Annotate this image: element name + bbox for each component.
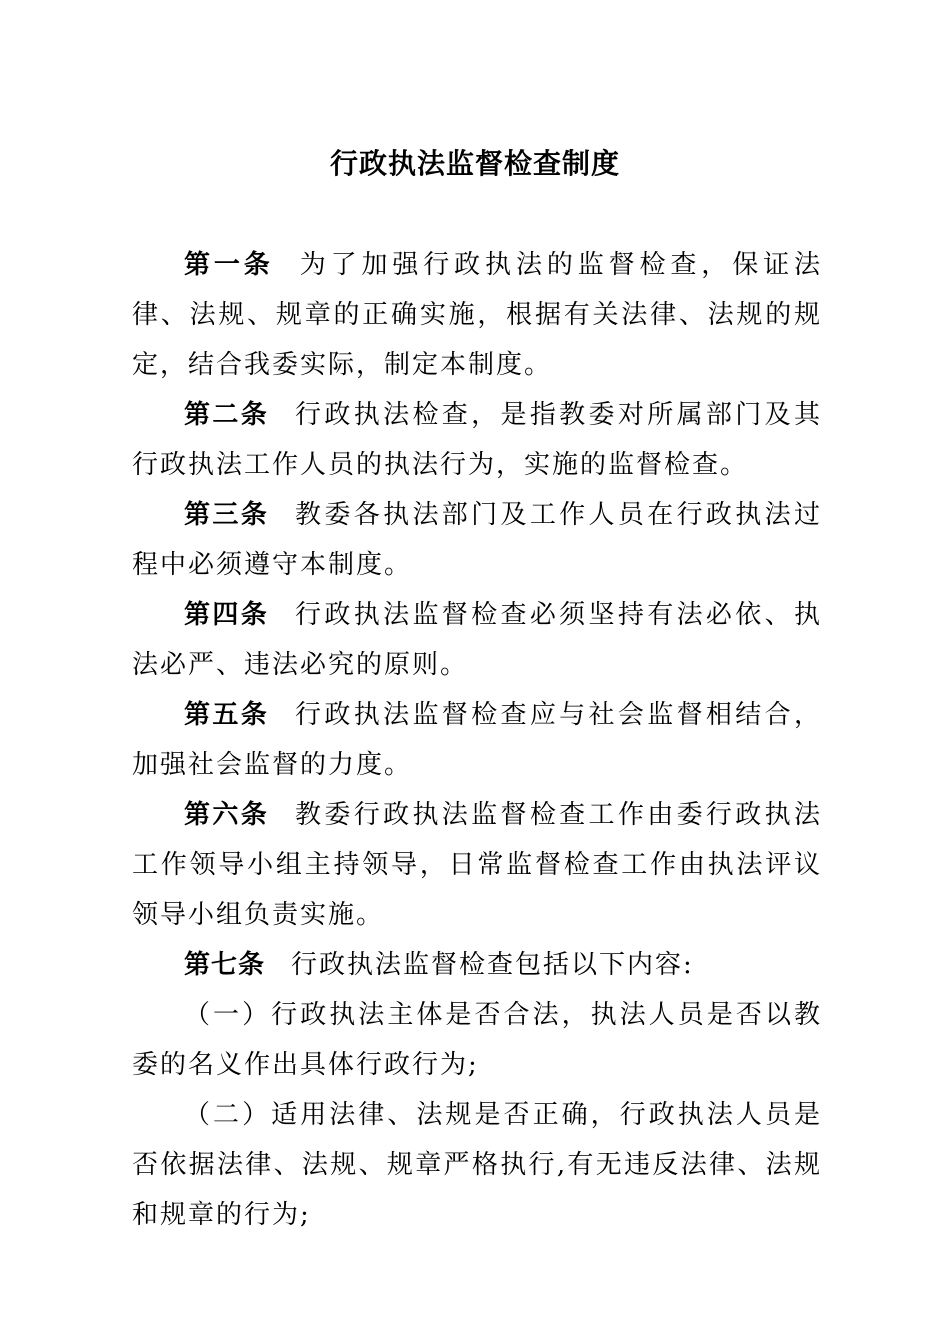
list-item-2: （二）适用法律、法规是否正确，行政执法人员是否依据法律、法规、规章严格执行,有无违反法律、法规和规章的行为; <box>132 1100 822 1230</box>
article-label: 第三条 <box>184 500 270 530</box>
document-title: 行政执法监督检查制度 <box>329 147 620 180</box>
article-text: 行政执法监督检查应与社会监督相结合，加强社会监督的力度。 <box>132 700 822 780</box>
article-text: 行政执法监督检查包括以下内容: <box>291 950 694 980</box>
article-5 <box>132 690 822 790</box>
article-7 <box>132 940 822 990</box>
article-label: 第七条 <box>184 950 266 980</box>
article-text: 为了加强行政执法的监督检查，保证法律、法规、规章的正确实施，根据有关法律、法规的规定，结合我委实际，制定本制度。 <box>132 250 822 380</box>
list-item-1: （一）行政执法主体是否合法，执法人员是否以教委的名义作出具体行政行为; <box>132 1000 822 1080</box>
article-text: 教委各执法部门及工作人员在行政执法过程中必须遵守本制度。 <box>132 500 822 580</box>
article-label: 第一条 <box>184 250 274 280</box>
article-label: 第四条 <box>184 600 270 630</box>
article-label: 第五条 <box>184 700 270 730</box>
article-label: 第六条 <box>184 800 270 830</box>
document-body <box>132 240 822 1240</box>
article-2 <box>132 390 822 490</box>
article-6 <box>132 790 822 940</box>
article-4 <box>132 590 822 690</box>
article-3 <box>132 490 822 590</box>
article-text: 行政执法检查，是指教委对所属部门及其行政执法工作人员的执法行为，实施的监督检查。 <box>132 400 822 480</box>
article-label: 第二条 <box>184 400 270 430</box>
article-1 <box>132 240 822 390</box>
article-text: 教委行政执法监督检查工作由委行政执法工作领导小组主持领导，日常监督检查工作由执法评议领导小组负责实施。 <box>132 800 822 930</box>
article-text: 行政执法监督检查必须坚持有法必依、执法必严、违法必究的原则。 <box>132 600 822 680</box>
